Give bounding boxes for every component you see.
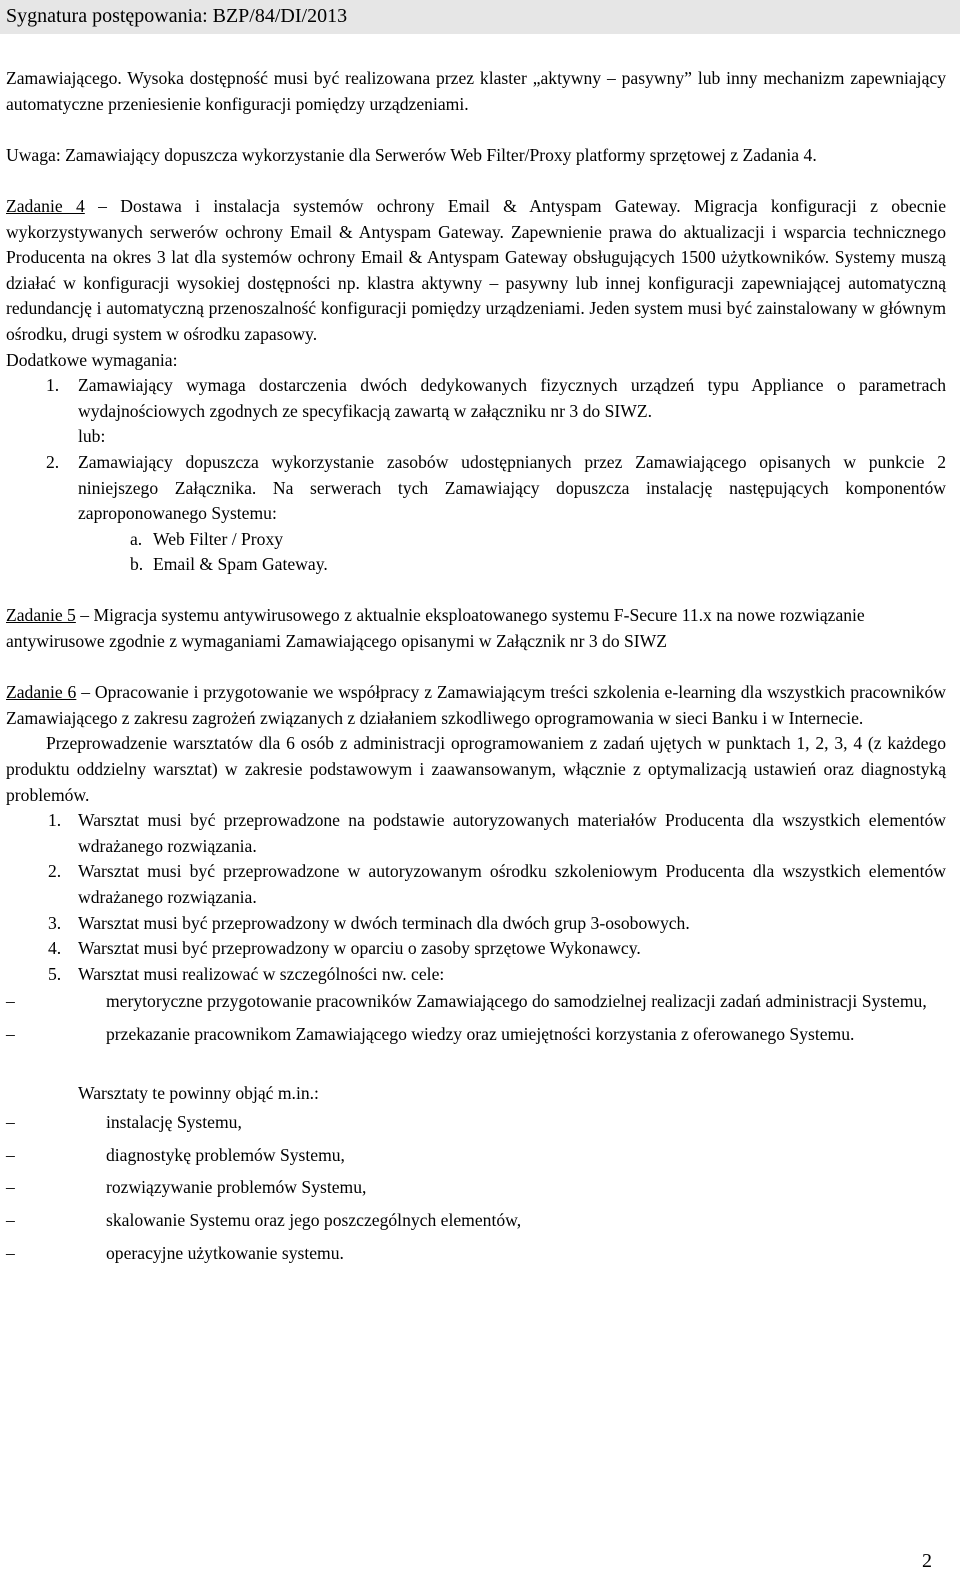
list-item: b. Email & Spam Gateway. <box>130 554 328 575</box>
list-item: 2. Zamawiający dopuszcza wykorzystanie zasobów udostępnianych przez Zamawiającego opisanych w punkcie 2 niniejszego Załącznika. Na serwerach tych Zamawiający dopuszcza instalację następujących komponentów zaproponowanego Systemu: <box>46 451 946 524</box>
list-item: 4. Warsztat musi być przeprowadzony w oparciu o zasoby sprzętowe Wykonawcy. <box>48 938 641 959</box>
list-item: – operacyjne użytkowanie systemu. <box>6 1242 344 1263</box>
task-5-label: Zadanie 5 <box>6 605 76 626</box>
task-4-extra-heading: Dodatkowe wymagania: <box>6 349 178 370</box>
list-item: – skalowanie Systemu oraz jego poszczególnych elementów, <box>6 1209 522 1230</box>
paragraph-continuation: Zamawiającego. Wysoka dostępność musi być realizowana przez klaster „aktywny – pasywny” lub inny mechanizm zapewniający automatyczne przeniesienie konfiguracji pomiędzy urządzeniami. <box>6 68 946 114</box>
page-number: 2 <box>922 1550 932 1572</box>
header-title: Sygnatura postępowania: BZP/84/DI/2013 <box>6 5 348 27</box>
list-item: 1. Zamawiający wymaga dostarczenia dwóch dedykowanych fizycznych urządzeń typu Appliance o parametrach wydajnościowych zgodnych ze specyfikacją zawartą w załączniku nr 3 do SIWZ. <box>46 375 946 421</box>
task-5-description <box>6 603 946 654</box>
list-item: – merytoryczne przygotowanie pracowników Zamawiającego do samodzielnej realizacji zadań administracji Systemu, <box>6 991 927 1012</box>
task-6-workshops: Przeprowadzenie warsztatów dla 6 osób z administracji oprogramowaniem z zadań ujętych w punktach 1, 2, 3, 4 (z każdego produktu oddzielny warsztat) w zakresie podstawowym i zaawansowanym, włącznie z optymalizacją ustawień oraz diagnostyką problemów. <box>6 733 946 805</box>
task-6-scope-heading: Warsztaty te powinny objąć m.in.: <box>78 1082 319 1103</box>
list-item: – rozwiązywanie problemów Systemu, <box>6 1177 367 1198</box>
task-4-label: Zadanie 4 <box>6 195 85 216</box>
task-6-goals <box>6 989 946 1047</box>
document-body <box>6 66 946 1273</box>
task-6-workshop-rules <box>6 808 946 987</box>
list-item: – instalację Systemu, <box>6 1112 242 1133</box>
list-item: 2. Warsztat musi być przeprowadzone w autoryzowanym ośrodku szkoleniowym Producenta dla wszystkich elementów wdrażanego rozwiązania. <box>48 861 946 907</box>
task-4-text: – Dostawa i instalacja systemów ochrony Email & Antyspam Gateway. Migracja konfiguracji z obecnie wykorzystywanych serwerów ochrony Email & Antyspam Gateway. Zapewnienie prawa do aktualizacji i wsparcia technicznego Producenta na okres 3 lat dla systemów ochrony Email & Antyspam Gateway obsługujących 1500 użytkowników. Systemy muszą działać w konfiguracji wysokiej dostępności np. klastra aktywny – pasywny lub innej konfiguracji zapewniającej automatyczną redundancję i automatyczną przenoszalność konfiguracji pomiędzy urządzeniami. Jeden system musi być zainstalowany w głównym ośrodku, drugi system w ośrodku zapasowy. <box>6 195 946 344</box>
task-4-description <box>6 194 946 348</box>
list-item: a. Web Filter / Proxy <box>130 528 284 549</box>
paragraph-note: Uwaga: Zamawiający dopuszcza wykorzystanie dla Serwerów Web Filter/Proxy platformy sprzętowej z Zadania 4. <box>6 144 817 165</box>
list-item: 1. Warsztat musi być przeprowadzone na podstawie autoryzowanych materiałów Producenta dla wszystkich elementów wdrażanego rozwiązania. <box>48 810 946 856</box>
task-4-components <box>6 527 946 578</box>
task-6-scope <box>6 1110 946 1266</box>
task-4-requirements-2 <box>6 450 946 527</box>
task-6-label: Zadanie 6 <box>6 682 77 703</box>
list-item: 5. Warsztat musi realizować w szczególności nw. cele: <box>48 963 445 984</box>
list-item: – diagnostykę problemów Systemu, <box>6 1144 345 1165</box>
task-6-description <box>6 680 946 731</box>
page-header <box>0 0 960 34</box>
list-item: 3. Warsztat musi być przeprowadzony w dwóch terminach dla dwóch grup 3-osobowych. <box>48 912 690 933</box>
task-4-or: lub: <box>78 426 106 447</box>
task-5-text: – Migracja systemu antywirusowego z aktualnie eksploatowanego systemu F-Secure 11.x na nowe rozwiązanie antywirusowe zgodnie z wymaganiami Zamawiającego opisanymi w Załącznik nr 3 do SIWZ <box>6 605 865 652</box>
task-4-requirements <box>6 373 946 424</box>
list-item: – przekazanie pracownikom Zamawiającego wiedzy oraz umiejętności korzystania z oferowanego Systemu. <box>6 1023 855 1044</box>
task-6-text: – Opracowanie i przygotowanie we współpracy z Zamawiającym treści szkolenia e-learning dla wszystkich pracowników Zamawiającego z zakresu zagrożeń związanych z działaniem szkodliwego oprogramowania w sieci Banku i w Internecie. <box>6 682 946 728</box>
